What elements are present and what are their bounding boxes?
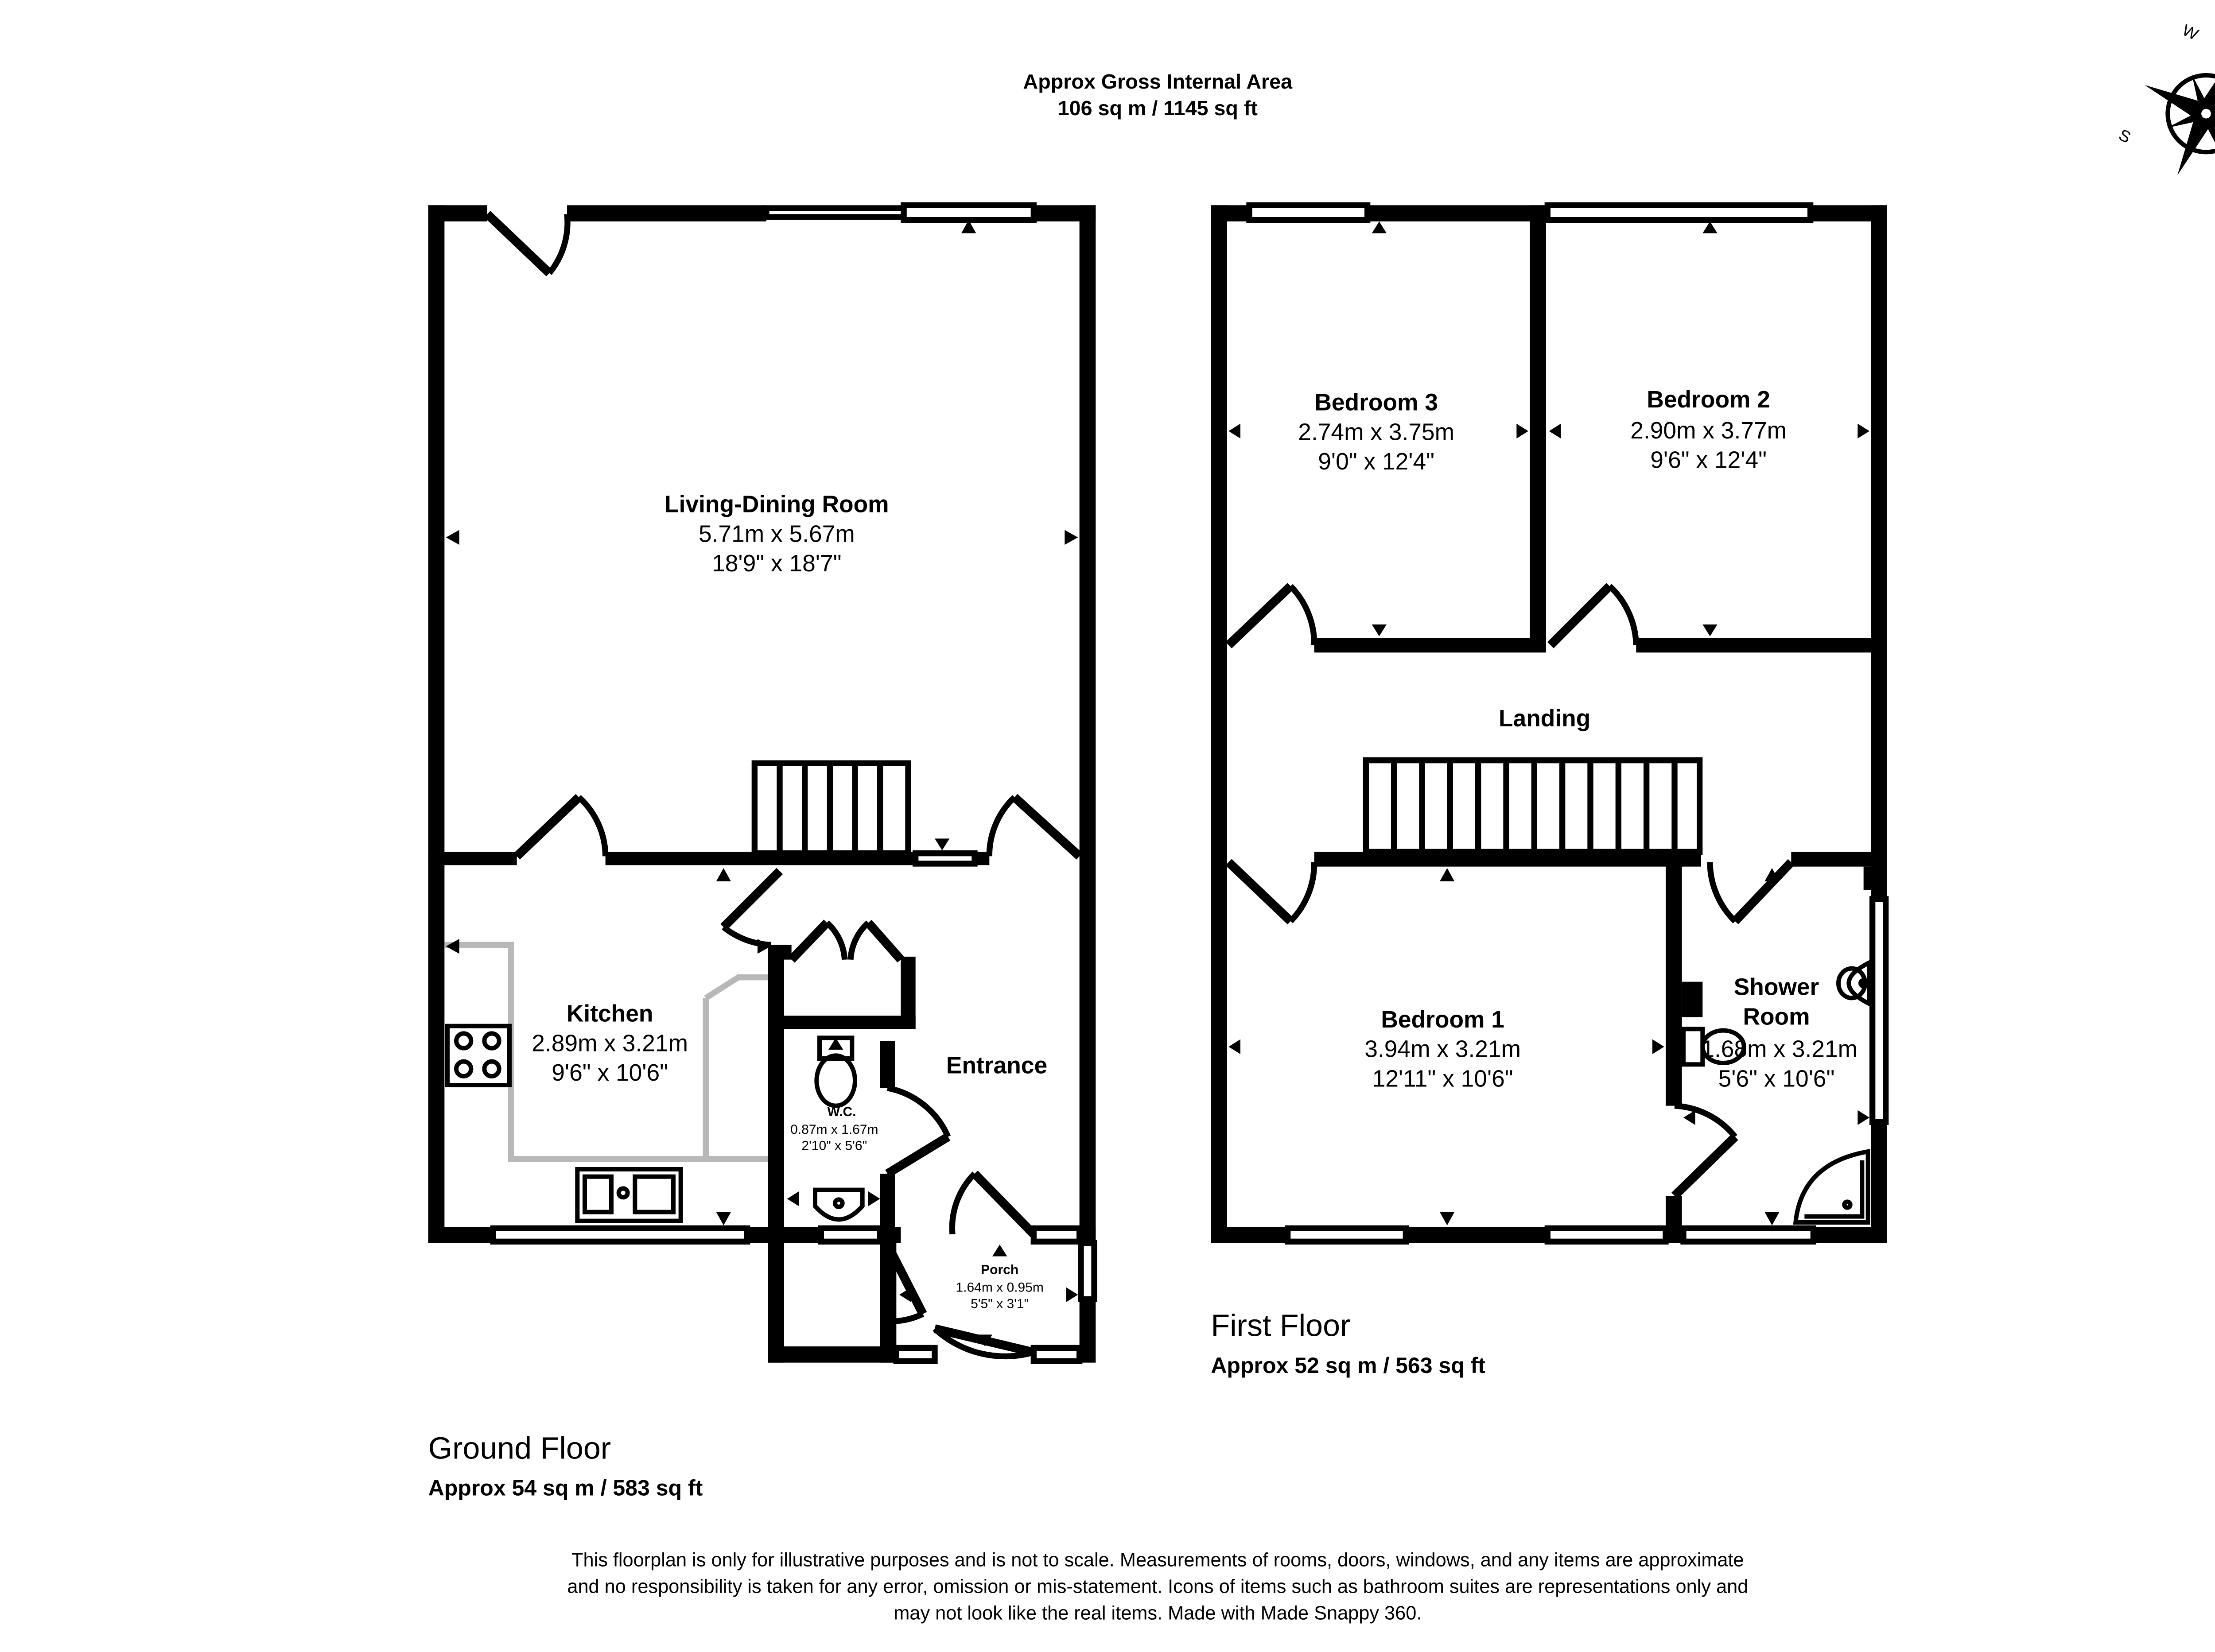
staircase xyxy=(754,763,908,853)
door-swing xyxy=(1290,586,1314,645)
basin-icon xyxy=(815,1190,863,1220)
compass-s-label: S xyxy=(2116,125,2134,147)
window xyxy=(1081,1243,1094,1299)
door-swing xyxy=(579,797,606,856)
door-swing xyxy=(851,923,868,959)
wall xyxy=(768,1016,915,1029)
room-dims-imperial: 9'6" x 12'4" xyxy=(1650,447,1767,473)
room-name: Bedroom 3 xyxy=(1314,389,1438,416)
room-name: Living-Dining Room xyxy=(664,491,889,518)
wall xyxy=(1314,638,1546,652)
disclaimer-line: and no responsibility is taken for any error, omission or mis-statement. Icons of items such as bathroom suites are representations only and xyxy=(567,1576,1749,1598)
disclaimer-line: This floorplan is only for illustrative purposes and is not to scale. Measurements of rooms, doors, windows, and any items are approximate xyxy=(571,1549,1744,1571)
arrow-marker xyxy=(868,1191,880,1206)
compass-w-label: W xyxy=(2179,20,2201,44)
door-swing xyxy=(887,1088,948,1137)
arrow-marker xyxy=(1065,530,1078,545)
room-name: Bedroom 1 xyxy=(1381,1007,1504,1033)
arrow-marker xyxy=(1228,1039,1240,1054)
arrow-marker xyxy=(935,838,949,850)
room-dims-metric: 2.90m x 3.77m xyxy=(1630,418,1787,444)
door-leaf xyxy=(1735,862,1791,921)
arrow-marker xyxy=(1440,868,1454,881)
room-dims-metric: 2.89m x 3.21m xyxy=(532,1030,688,1057)
window xyxy=(821,1228,880,1241)
wall xyxy=(428,1227,494,1243)
room-dims-imperial: 5'5" x 3'1" xyxy=(971,1296,1029,1311)
window xyxy=(493,1228,747,1241)
wall xyxy=(768,1346,898,1363)
room-dims-imperial: 2'10" x 5'6" xyxy=(801,1138,867,1153)
door-swing xyxy=(827,923,845,959)
arrow-marker xyxy=(1702,624,1717,636)
wall xyxy=(880,1041,895,1088)
room-dims-imperial: 9'0" x 12'4" xyxy=(1318,449,1435,475)
door-leaf xyxy=(1675,1137,1735,1196)
first-floor-plan xyxy=(1211,205,1887,1378)
door-leaf xyxy=(1014,797,1080,856)
arrow-marker xyxy=(1683,1110,1695,1125)
arrow-marker xyxy=(1857,1110,1869,1125)
door-leaf xyxy=(487,214,549,273)
window xyxy=(1249,205,1368,220)
door-leaf xyxy=(868,923,901,959)
arrow-marker xyxy=(1857,424,1869,438)
room-dims-metric: 2.74m x 3.75m xyxy=(1298,419,1455,446)
arrow-marker xyxy=(1764,1212,1779,1225)
room-dims-metric: 1.64m x 0.95m xyxy=(956,1280,1044,1295)
arrow-marker xyxy=(1440,1212,1454,1225)
wall xyxy=(1211,205,1227,1243)
wall xyxy=(1871,1122,1887,1243)
wall xyxy=(1791,852,1887,866)
hob-icon xyxy=(447,1026,509,1085)
room-name: Shower xyxy=(1733,974,1819,1001)
wall xyxy=(1864,867,1874,890)
window xyxy=(916,853,975,864)
gross-area-value: 106 sq m / 1145 sq ft xyxy=(1057,97,1258,120)
wall xyxy=(1682,982,1703,1017)
door-leaf xyxy=(1228,862,1290,921)
arrow-marker xyxy=(1228,424,1240,438)
arrow-marker xyxy=(446,530,459,545)
room-dims-metric: 3.94m x 3.21m xyxy=(1364,1036,1521,1063)
door-swing xyxy=(1609,586,1636,645)
arrow-marker xyxy=(716,1212,731,1225)
wall xyxy=(428,852,517,865)
compass-rose-icon xyxy=(2116,20,2215,204)
room-name: Landing xyxy=(1498,706,1591,732)
door-swing xyxy=(549,214,567,273)
room-name: Kitchen xyxy=(566,1001,653,1027)
window xyxy=(1547,205,1810,220)
wall xyxy=(768,945,791,959)
arrow-marker xyxy=(716,868,731,881)
disclaimer-line: may not look like the real items. Made with Made Snappy 360. xyxy=(894,1602,1422,1624)
room-dims-imperial: 12'11" x 10'6" xyxy=(1372,1066,1513,1092)
ground-floor-plan xyxy=(428,205,1096,1500)
wall xyxy=(768,945,784,1240)
window xyxy=(1288,1228,1406,1241)
window xyxy=(904,205,1034,220)
kitchen-sink-icon xyxy=(577,1169,680,1221)
door-swing xyxy=(1710,862,1735,921)
arrow-marker xyxy=(1372,624,1387,636)
room-dims-metric: 5.71m x 5.67m xyxy=(698,521,855,547)
arrow-marker xyxy=(787,1191,799,1206)
room-name: Entrance xyxy=(946,1052,1048,1079)
window xyxy=(896,1348,935,1361)
gross-area-title: Approx Gross Internal Area xyxy=(1023,70,1293,93)
wall xyxy=(1368,205,1548,221)
door-leaf xyxy=(887,1137,948,1174)
sliding-door xyxy=(766,208,904,217)
door-leaf xyxy=(517,797,579,856)
floor-area: Approx 54 sq m / 583 sq ft xyxy=(428,1475,703,1501)
wall xyxy=(1530,205,1546,651)
wall xyxy=(901,957,915,1029)
wall xyxy=(1666,852,1682,1105)
window xyxy=(1034,1348,1079,1361)
shower-tray-icon xyxy=(1795,1152,1868,1222)
wall xyxy=(1406,1227,1547,1243)
wall xyxy=(880,1227,897,1363)
arrow-marker xyxy=(992,1245,1007,1256)
floor-area: Approx 52 sq m / 563 sq ft xyxy=(1211,1353,1485,1378)
floor-title: First Floor xyxy=(1211,1308,1351,1343)
door-leaf xyxy=(975,1174,1034,1234)
room-dims-imperial: 5'6" x 10'6" xyxy=(1718,1066,1835,1092)
window xyxy=(1873,899,1886,1122)
wall xyxy=(1871,205,1887,899)
room-name: Room xyxy=(1743,1004,1810,1030)
window xyxy=(1547,1228,1666,1241)
wall xyxy=(1636,638,1887,652)
wall xyxy=(768,1227,784,1363)
arrow-marker xyxy=(1516,424,1528,438)
door-leaf xyxy=(792,923,827,959)
room-dims-metric: 1.68m x 3.21m xyxy=(1701,1036,1858,1063)
arrow-marker xyxy=(1702,221,1717,233)
wall xyxy=(1813,1227,1887,1243)
wall xyxy=(567,205,766,221)
wall xyxy=(428,205,445,1243)
arrow-marker xyxy=(899,1287,911,1302)
staircase xyxy=(1366,760,1699,852)
arrow-marker xyxy=(1652,1039,1664,1054)
arrow-marker xyxy=(1372,221,1387,233)
basin-icon xyxy=(1838,962,1869,1004)
room-dims-metric: 0.87m x 1.67m xyxy=(790,1122,878,1137)
door-swing xyxy=(952,1174,975,1234)
room-dims-imperial: 9'6" x 10'6" xyxy=(552,1060,668,1086)
arrow-marker xyxy=(1066,1287,1078,1302)
room-name: Bedroom 2 xyxy=(1647,387,1770,413)
door-leaf xyxy=(723,871,780,927)
door-leaf xyxy=(1550,586,1609,645)
room-dims-imperial: 18'9" x 18'7" xyxy=(712,551,842,577)
door-swing xyxy=(1675,1106,1735,1137)
window xyxy=(1683,1228,1813,1241)
window xyxy=(1034,1228,1079,1241)
wall xyxy=(1080,205,1096,1243)
floor-title: Ground Floor xyxy=(428,1431,611,1466)
arrow-marker xyxy=(1549,424,1561,438)
arrow-marker xyxy=(446,939,459,954)
door-swing xyxy=(989,797,1014,856)
wall xyxy=(1211,1227,1287,1243)
room-name: Porch xyxy=(981,1262,1019,1277)
door-swing xyxy=(1290,862,1314,921)
door-swing xyxy=(723,927,771,945)
door-leaf xyxy=(1228,586,1290,645)
room-name: W.C. xyxy=(827,1105,856,1119)
